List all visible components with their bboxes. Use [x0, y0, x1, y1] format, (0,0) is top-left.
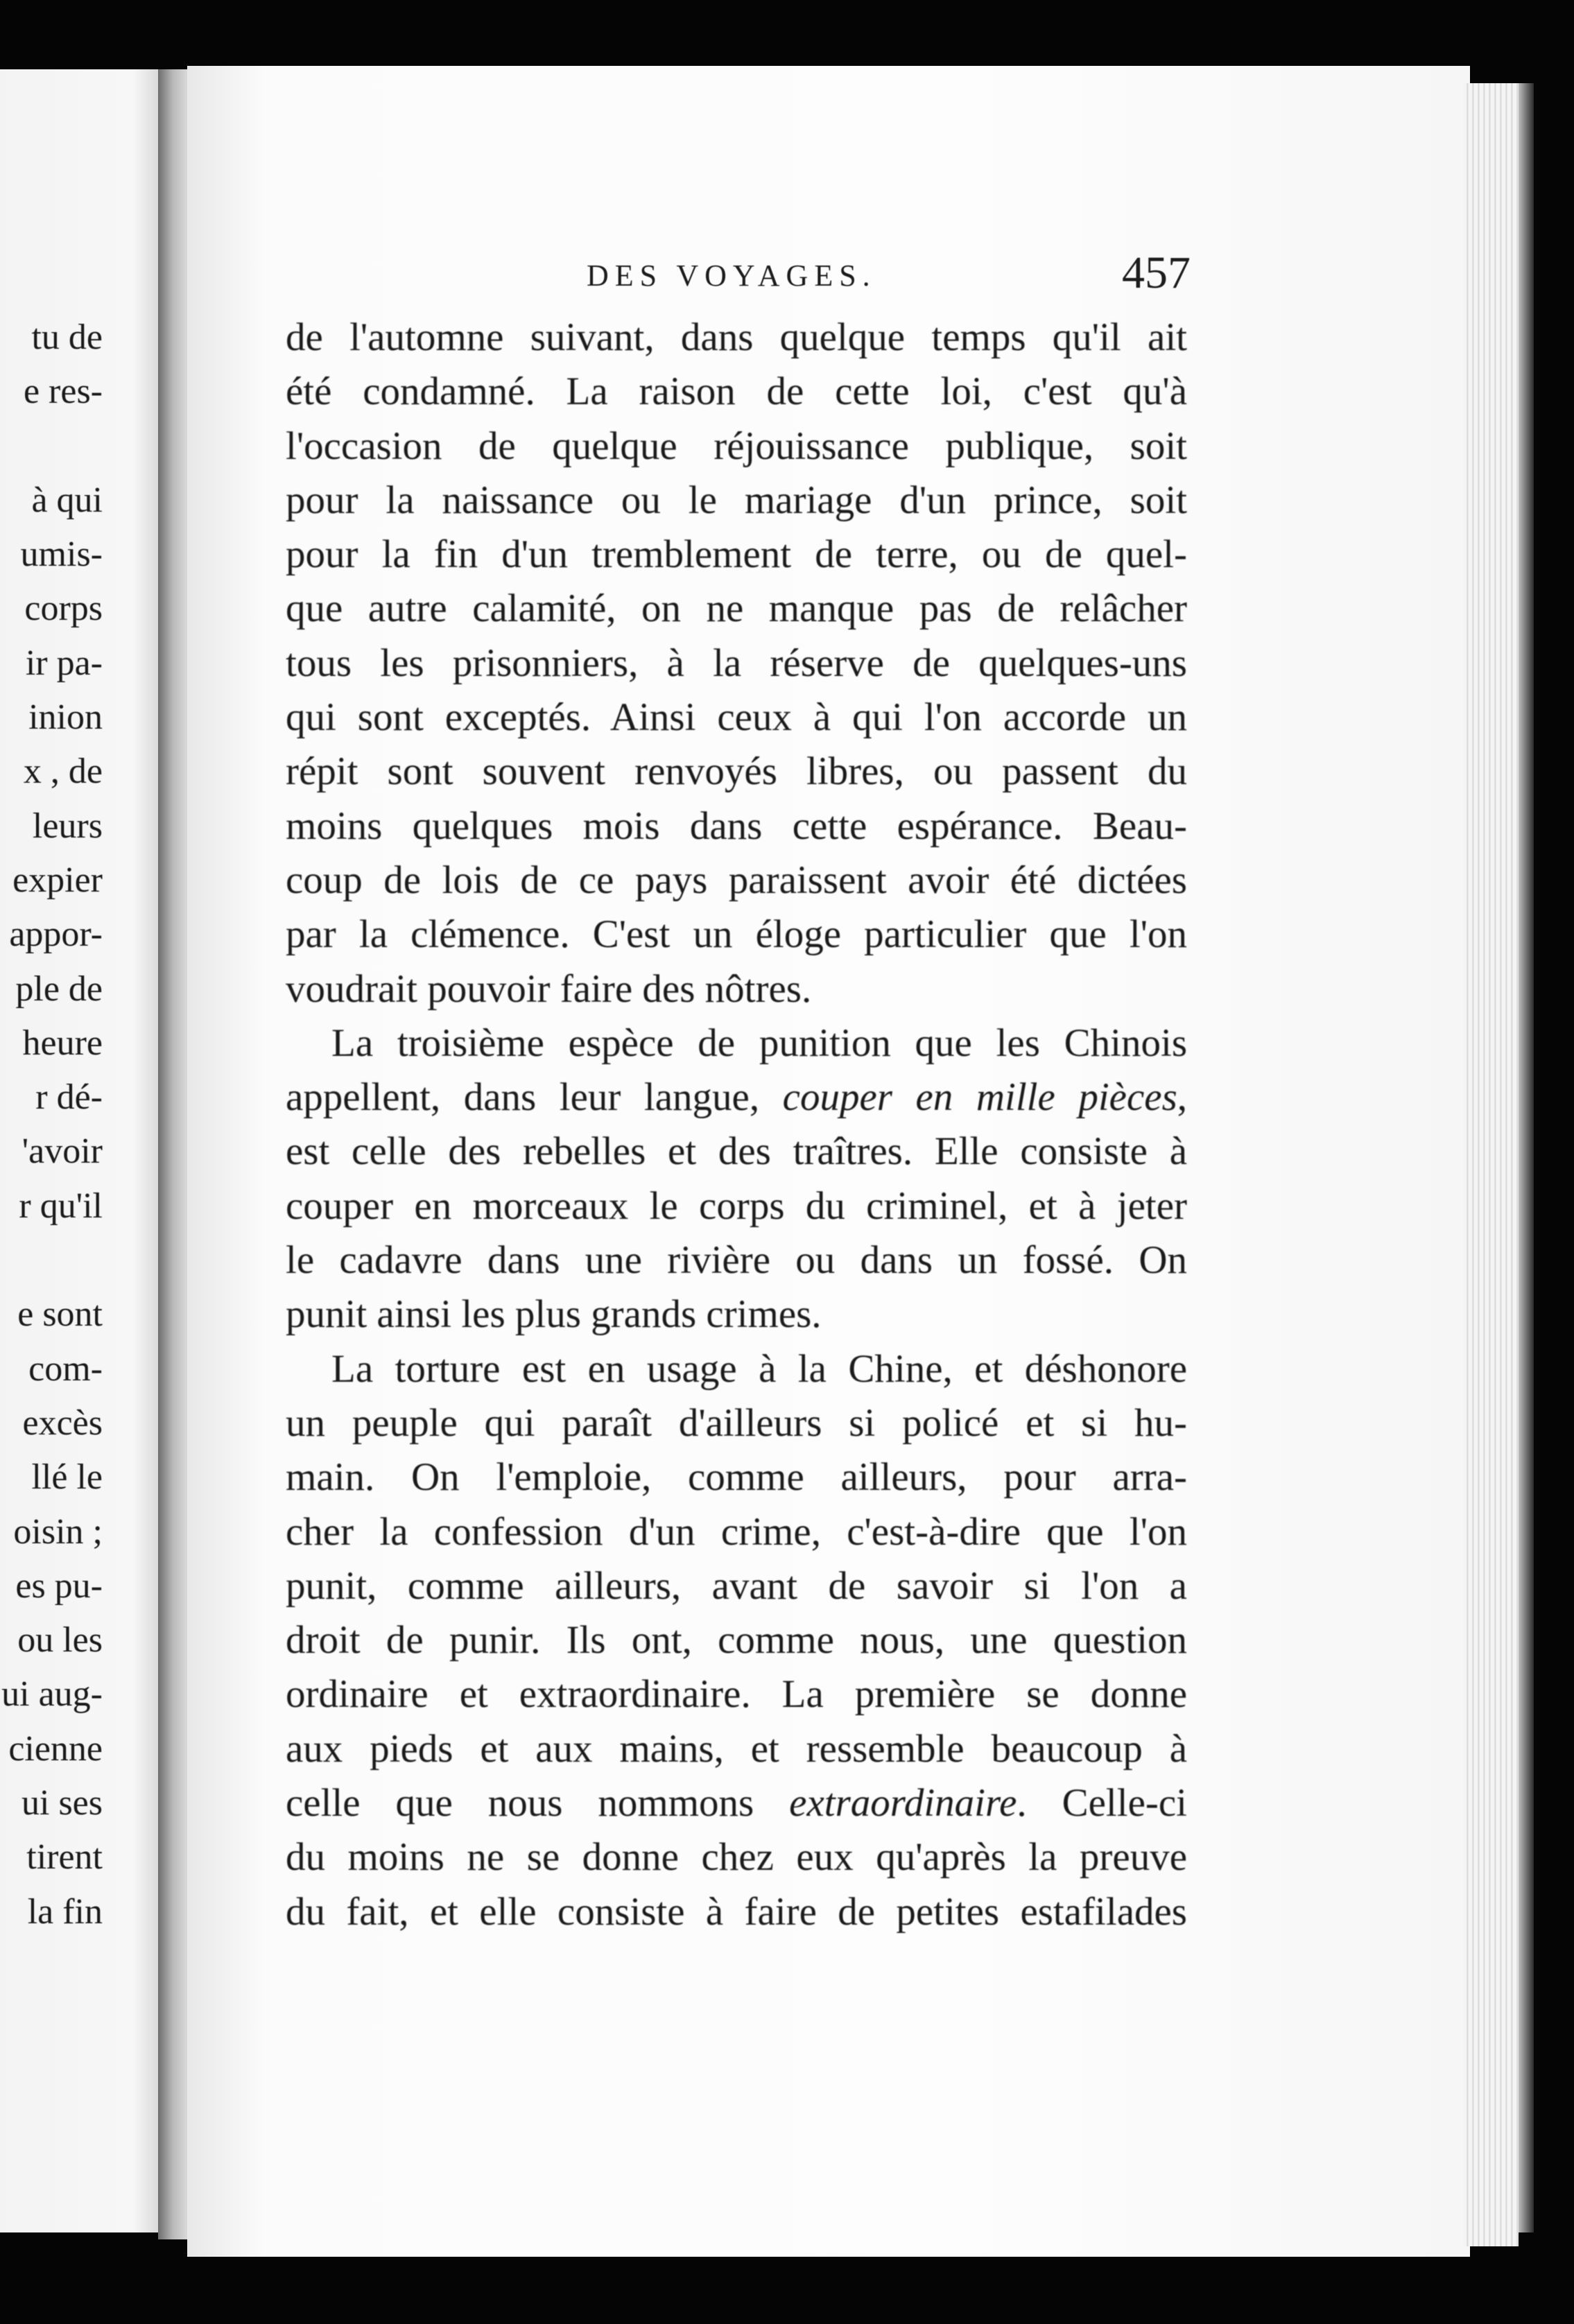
text-line: punit, comme ailleurs, avant de savoir si l'on a — [286, 1563, 1187, 1608]
text-line: tous les prisonniers, à la réserve de quelques-uns — [286, 641, 1187, 685]
facing-page-line: appor- — [9, 914, 103, 955]
text-line: main. On l'emploie, comme ailleurs, pour arra- — [286, 1455, 1187, 1500]
page-edge-shadow — [1519, 83, 1534, 2232]
text-line: répit sont souvent renvoyés libres, ou passent du — [286, 749, 1187, 794]
text-line: été condamné. La raison de cette loi, c'est qu'à — [286, 370, 1187, 414]
text-line: du fait, et elle consiste à faire de petites estafilades — [286, 1889, 1187, 1934]
text-run: . Celle-ci — [1017, 1781, 1187, 1826]
text-line: La torture est en usage à la Chine, et déshonore — [331, 1346, 1187, 1391]
italic-phrase: couper en mille pièces — [782, 1075, 1177, 1120]
facing-page-line: inion — [28, 697, 103, 738]
facing-page-line — [0, 419, 103, 474]
text-line: moins quelques mois dans cette espérance. Beau- — [286, 804, 1187, 848]
text-run: appellent, dans leur langue, — [286, 1075, 783, 1120]
facing-page — [0, 69, 166, 2232]
facing-page-line: expier — [12, 860, 103, 900]
text-run: celle que nous nommons — [286, 1781, 790, 1826]
text-line: ordinaire et extraordinaire. La première se donne — [286, 1672, 1187, 1717]
facing-page-line: ui ses — [21, 1783, 103, 1823]
text-line: La troisième espèce de punition que les Chinois — [331, 1021, 1187, 1065]
body-text — [286, 311, 1187, 1939]
running-head: DES VOYAGES. — [587, 259, 876, 293]
facing-page-line: com- — [28, 1349, 103, 1389]
text-line — [286, 1070, 1187, 1125]
page-edges — [1463, 83, 1519, 2246]
text-line: punit ainsi les plus grands crimes. — [286, 1292, 822, 1337]
italic-phrase: extraordinaire — [789, 1781, 1017, 1826]
text-line: pour la naissance ou le mariage d'un prince, soit — [286, 478, 1187, 522]
facing-page-line: excès — [22, 1403, 103, 1443]
facing-page-line: à qui — [31, 480, 103, 520]
text-line: coup de lois de ce pays paraissent avoir été dictées — [286, 858, 1187, 902]
facing-page-line: ou les — [17, 1620, 103, 1660]
text-run: , — [1177, 1075, 1187, 1120]
facing-page-line: leurs — [32, 806, 103, 846]
facing-page-line: umis- — [20, 535, 103, 575]
text-line: couper en morceaux le corps du criminel, et à jeter — [286, 1183, 1187, 1228]
facing-page-line — [0, 1233, 103, 1287]
facing-page-line: la fin — [27, 1891, 103, 1932]
text-line: que autre calamité, on ne manque pas de relâcher — [286, 587, 1187, 631]
text-line: qui sont exceptés. Ainsi ceux à qui l'on accorde un — [286, 695, 1187, 740]
text-line: l'occasion de quelque réjouissance publique, soit — [286, 424, 1187, 468]
facing-page-line: cienne — [8, 1728, 103, 1769]
text-line: droit de punir. Ils ont, comme nous, une question — [286, 1618, 1187, 1663]
facing-page-line: heure — [22, 1023, 103, 1063]
facing-page-line: ui aug- — [1, 1674, 103, 1715]
facing-page-line: ple de — [15, 969, 103, 1009]
facing-page-line: tirent — [26, 1837, 103, 1878]
facing-page-line: corps — [24, 589, 103, 629]
facing-page-line: e res- — [23, 372, 103, 412]
text-line: cher la confession d'un crime, c'est-à-dire que l'on — [286, 1509, 1187, 1554]
text-line: est celle des rebelles et des traîtres. Elle consiste à — [286, 1129, 1187, 1174]
text-line: aux pieds et aux mains, et ressemble beaucoup à — [286, 1726, 1187, 1771]
text-line: un peuple qui paraît d'ailleurs si policé et si hu- — [286, 1401, 1187, 1445]
facing-page-line: r qu'il — [19, 1186, 103, 1226]
facing-page-line: es pu- — [15, 1566, 103, 1606]
facing-page-line: x , de — [23, 752, 103, 792]
facing-page-text — [0, 311, 103, 1939]
facing-page-line: oisin ; — [13, 1511, 103, 1552]
facing-page-line: tu de — [31, 318, 103, 357]
text-line: voudrait pouvoir faire des nôtres. — [286, 966, 812, 1011]
text-line: par la clémence. C'est un éloge particulier que l'on — [286, 912, 1187, 957]
page-number: 457 — [1122, 248, 1191, 298]
facing-page-line: r dé- — [35, 1077, 103, 1118]
facing-page-line: 'avoir — [21, 1131, 103, 1172]
text-line: le cadavre dans une rivière ou dans un fossé. On — [286, 1238, 1187, 1283]
facing-page-line: e sont — [17, 1294, 103, 1335]
text-line: pour la fin d'un tremblement de terre, ou de quel- — [286, 532, 1187, 577]
text-line: de l'automne suivant, dans quelque temps qu'il ait — [286, 315, 1187, 359]
facing-page-line: ir pa- — [25, 643, 103, 683]
facing-page-line: llé le — [31, 1457, 103, 1498]
text-line: du moins ne se donne chez eux qu'après la preuve — [286, 1835, 1187, 1880]
text-line — [286, 1776, 1187, 1830]
